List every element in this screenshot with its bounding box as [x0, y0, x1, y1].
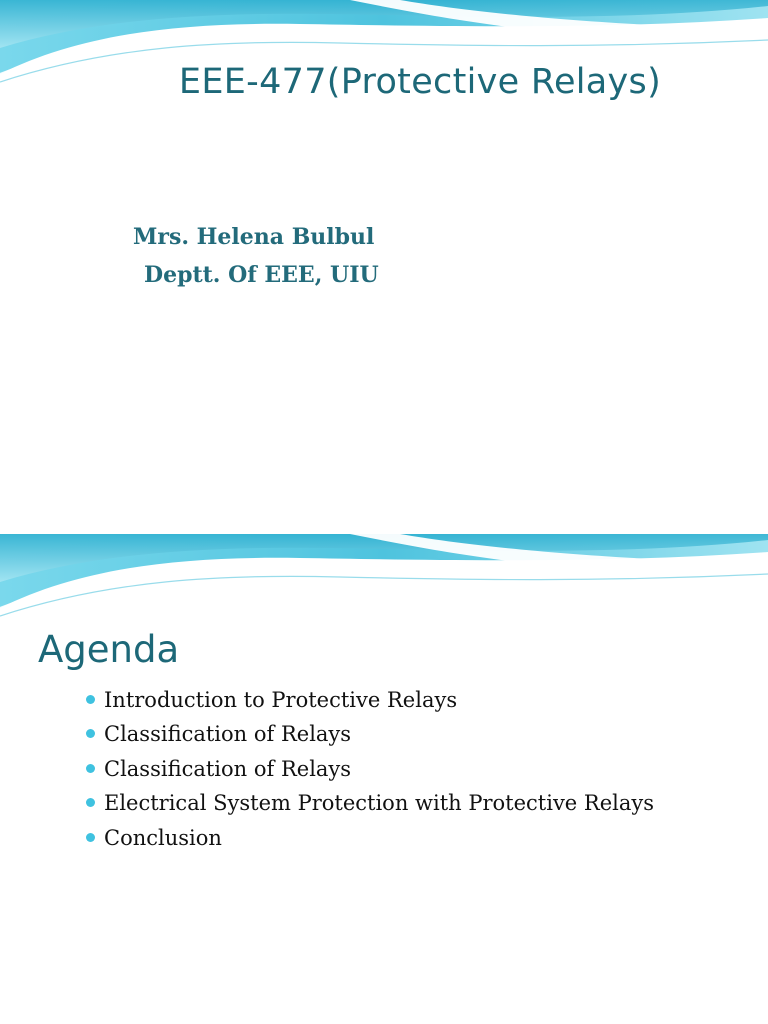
agenda-slide: [0, 512, 768, 1024]
agenda-heading: Agenda: [38, 628, 180, 671]
agenda-item: Conclusion: [86, 821, 654, 855]
bullet-dot-icon: [86, 729, 95, 738]
bullet-dot-icon: [86, 798, 95, 807]
presenter-department: Deptt. Of EEE, UIU: [144, 262, 379, 288]
bullet-dot-icon: [86, 833, 95, 842]
slide-title: EEE-477(Protective Relays): [178, 62, 662, 102]
bullet-dot-icon: [86, 764, 95, 773]
agenda-item: Classification of Relays: [86, 752, 654, 786]
presenter-name: Mrs. Helena Bulbul: [133, 224, 375, 250]
bullet-dot-icon: [86, 695, 95, 704]
header-wave-decoration: [0, 512, 768, 622]
agenda-list: [86, 683, 654, 855]
agenda-item: Introduction to Protective Relays: [86, 683, 654, 717]
agenda-item: Electrical System Protection with Protective Relays: [86, 786, 654, 820]
agenda-item: Classification of Relays: [86, 717, 654, 751]
